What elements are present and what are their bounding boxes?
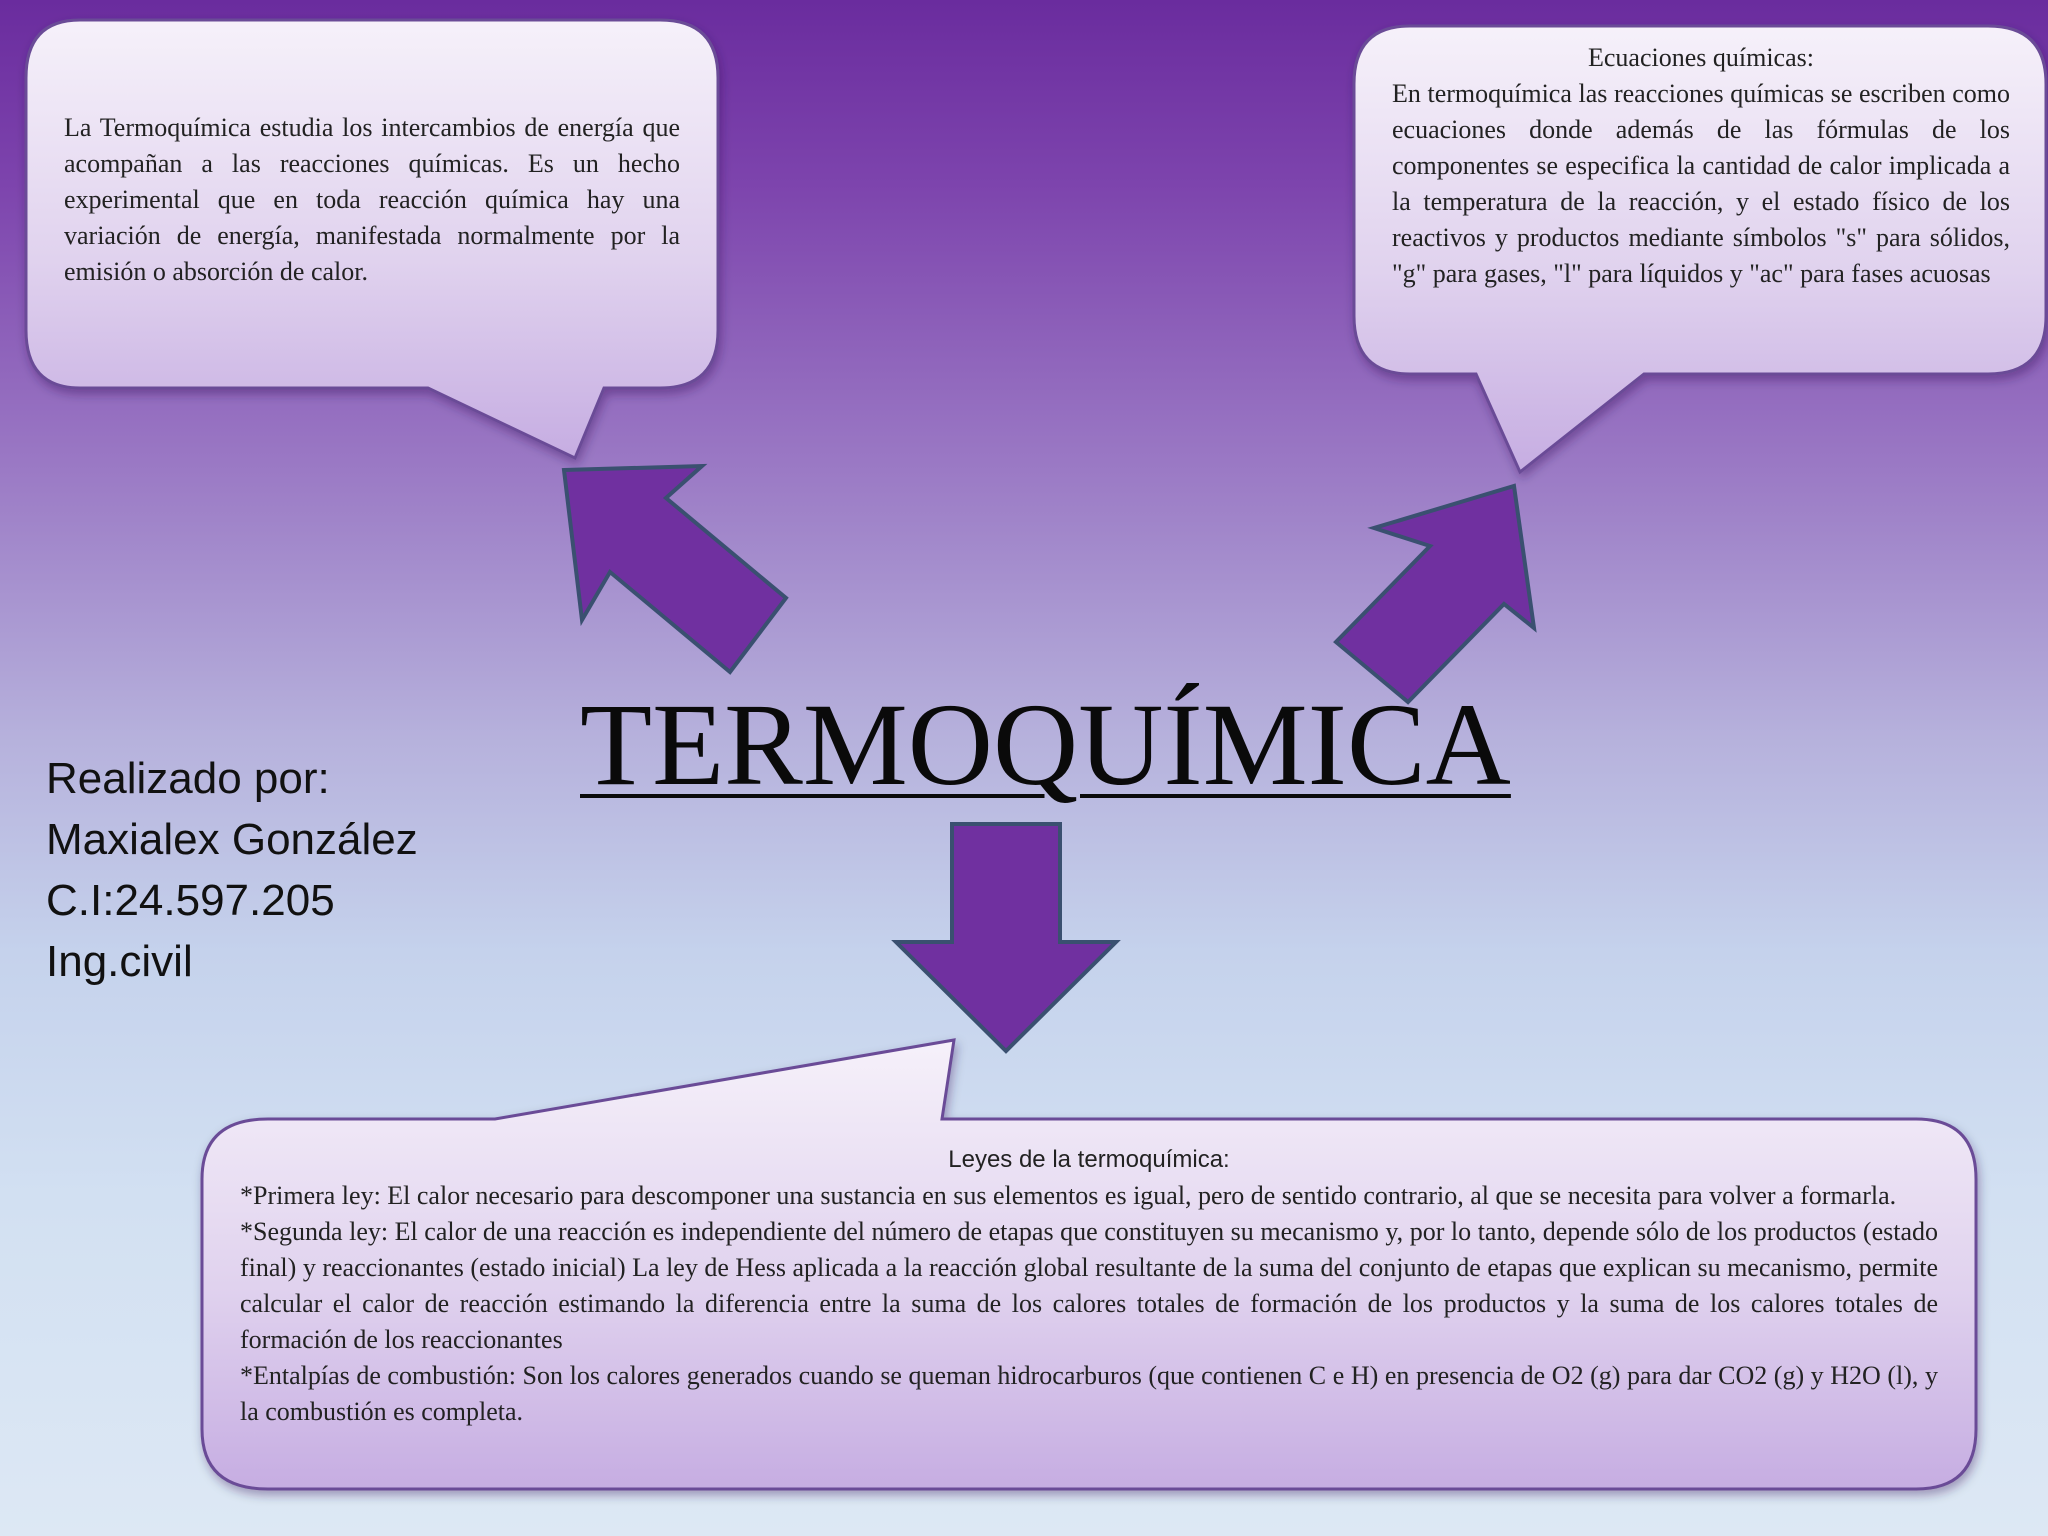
equations-paragraph: En termoquímica las reacciones químicas se escriben como ecuaciones donde además de las fórmulas de los componentes se especifica la cantidad de calor implicada a la temperatura de la reacción, y el estado físico de los reactivos y productos mediante símbolos "s" para sólidos, "g" para gases, "l" para líquidos y "ac" para fases acuosas (1392, 79, 2010, 288)
credits-block (46, 748, 418, 992)
law-second: *Segunda ley: El calor de una reacción es independiente del número de etapas que constituyen su mecanismo y, por lo tanto, depende sólo de los productos (estado final) y reaccionantes (estado inicial) La ley de Hess aplicada a la reacción global resultante de la suma del conjunto de etapas que explican su mecanismo, permite calcular el calor de reacción estimando la diferencia entre la suma de los calores totales de formación de los productos y la suma de los calores totales de formación de los reaccionantes (240, 1217, 1938, 1354)
author-career: Ing.civil (46, 937, 193, 986)
page-title: TERMOQUÍMICA (580, 679, 1511, 810)
laws-text (240, 1142, 1938, 1430)
equations-title: Ecuaciones químicas: (1588, 43, 1814, 72)
arrow-up-left (564, 466, 786, 672)
arrow-down (896, 824, 1116, 1051)
intro-text (64, 110, 680, 290)
law-third: *Entalpías de combustión: Son los calores generados cuando se queman hidrocarburos (que contienen C e H) en presencia de O2 (g) para dar CO2 (g) y H2O (l), y la combustión es completa. (240, 1361, 1938, 1426)
arrow-up-right (1336, 486, 1534, 702)
credits-label: Realizado por: (46, 754, 330, 803)
law-first: *Primera ley: El calor necesario para descomponer una sustancia en sus elementos es igual, pero de sentido contrario, al que se necesita para volver a formarla. (240, 1181, 1897, 1210)
author-id: C.I:24.597.205 (46, 876, 335, 925)
laws-title: Leyes de la termoquímica: (948, 1146, 1230, 1173)
intro-paragraph: La Termoquímica estudia los intercambios de energía que acompañan a las reacciones químicas. Es un hecho experimental que en toda reacción química hay una variación de energía, manifestada normalmente por la emisión o absorción de calor. (64, 113, 680, 286)
equations-text (1392, 40, 2010, 292)
author-name: Maxialex González (46, 815, 418, 864)
